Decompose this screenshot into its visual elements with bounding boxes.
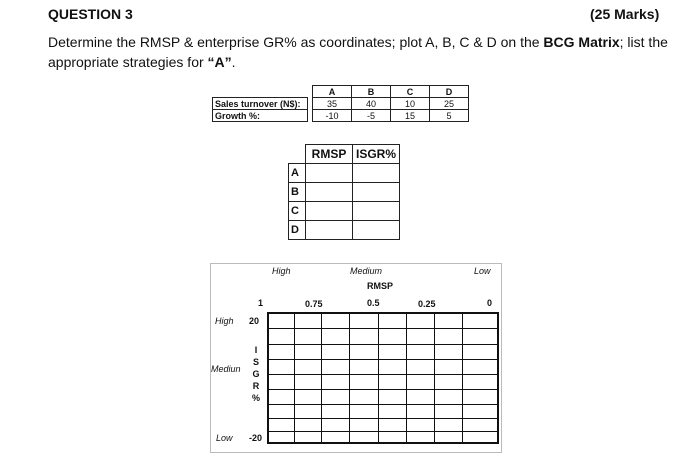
- col-header: B: [352, 86, 391, 98]
- grid-hline: [269, 404, 497, 405]
- grid-vline: [378, 314, 379, 442]
- y-axis-letter: R: [252, 381, 260, 391]
- x-tick: 0.5: [367, 298, 380, 308]
- y-tick-bottom: -20: [249, 433, 263, 443]
- answer-cell[interactable]: [353, 164, 400, 183]
- sales-growth-table: [212, 85, 469, 122]
- answer-cell[interactable]: [353, 221, 400, 240]
- side-label-high: High: [215, 316, 234, 326]
- grid-vline: [406, 314, 407, 442]
- answer-cell[interactable]: [353, 202, 400, 221]
- row-label: D: [289, 221, 306, 240]
- top-label-low: Low: [474, 266, 491, 276]
- row-label: A: [289, 164, 306, 183]
- grid-hline: [269, 359, 497, 360]
- x-tick: 1: [258, 298, 264, 308]
- answer-cell[interactable]: [306, 221, 353, 240]
- answer-cell[interactable]: [353, 183, 400, 202]
- grid-hline: [269, 389, 497, 390]
- top-label-high: High: [272, 266, 291, 276]
- grid-vline: [321, 314, 322, 442]
- y-axis-letter: I: [254, 345, 258, 355]
- grid-vline: [462, 314, 463, 442]
- y-tick-top: 20: [249, 316, 260, 326]
- table-cell: -10: [313, 110, 352, 122]
- table-cell: 5: [430, 110, 469, 122]
- coordinates-table: [288, 144, 400, 240]
- top-label-medium: Medium: [350, 266, 383, 276]
- table-cell: 15: [391, 110, 430, 122]
- col-header: C: [391, 86, 430, 98]
- y-axis-letter: %: [251, 393, 260, 403]
- row-label: Growth %:: [213, 110, 308, 122]
- answer-cell[interactable]: [306, 164, 353, 183]
- y-axis-letter: S: [252, 357, 259, 367]
- col-header: D: [430, 86, 469, 98]
- table-cell: 25: [430, 98, 469, 110]
- x-tick: 0.25: [418, 299, 436, 309]
- grid-hline: [269, 431, 497, 432]
- question-title: QUESTION 3: [48, 6, 133, 22]
- table-cell: 35: [313, 98, 352, 110]
- axis-title-rmsp: RMSP: [367, 281, 394, 291]
- question-marks: (25 Marks): [590, 6, 660, 22]
- side-label-low: Low: [216, 433, 233, 443]
- table-cell: 40: [352, 98, 391, 110]
- instruction-text: Determine the RMSP & enterprise GR% as coordinates; plot A, B, C & D on the BCG Matrix; list the appropriate strategies for “A”.: [48, 34, 668, 70]
- row-label: Sales turnover (N$):: [213, 98, 308, 110]
- answer-cell[interactable]: [306, 202, 353, 221]
- col-header-isgr: ISGR%: [353, 145, 400, 164]
- col-header: A: [313, 86, 352, 98]
- answer-cell[interactable]: [306, 183, 353, 202]
- grid-hline: [269, 328, 497, 329]
- side-label-medium: Mediun: [211, 364, 241, 374]
- table-cell: 10: [391, 98, 430, 110]
- y-axis-title-isgr: [250, 344, 262, 404]
- grid-vline: [349, 314, 350, 442]
- col-header-rmsp: RMSP: [306, 145, 353, 164]
- grid-hline: [269, 418, 497, 419]
- grid-hline: [269, 344, 497, 345]
- y-axis-letter: G: [252, 369, 260, 379]
- bcg-matrix-grid[interactable]: [267, 312, 499, 444]
- row-label: B: [289, 183, 306, 202]
- grid-vline: [434, 314, 435, 442]
- x-tick: 0: [487, 298, 493, 308]
- grid-hline: [269, 374, 497, 375]
- row-label: C: [289, 202, 306, 221]
- x-tick: 0.75: [305, 299, 323, 309]
- table-cell: -5: [352, 110, 391, 122]
- grid-vline: [294, 314, 295, 442]
